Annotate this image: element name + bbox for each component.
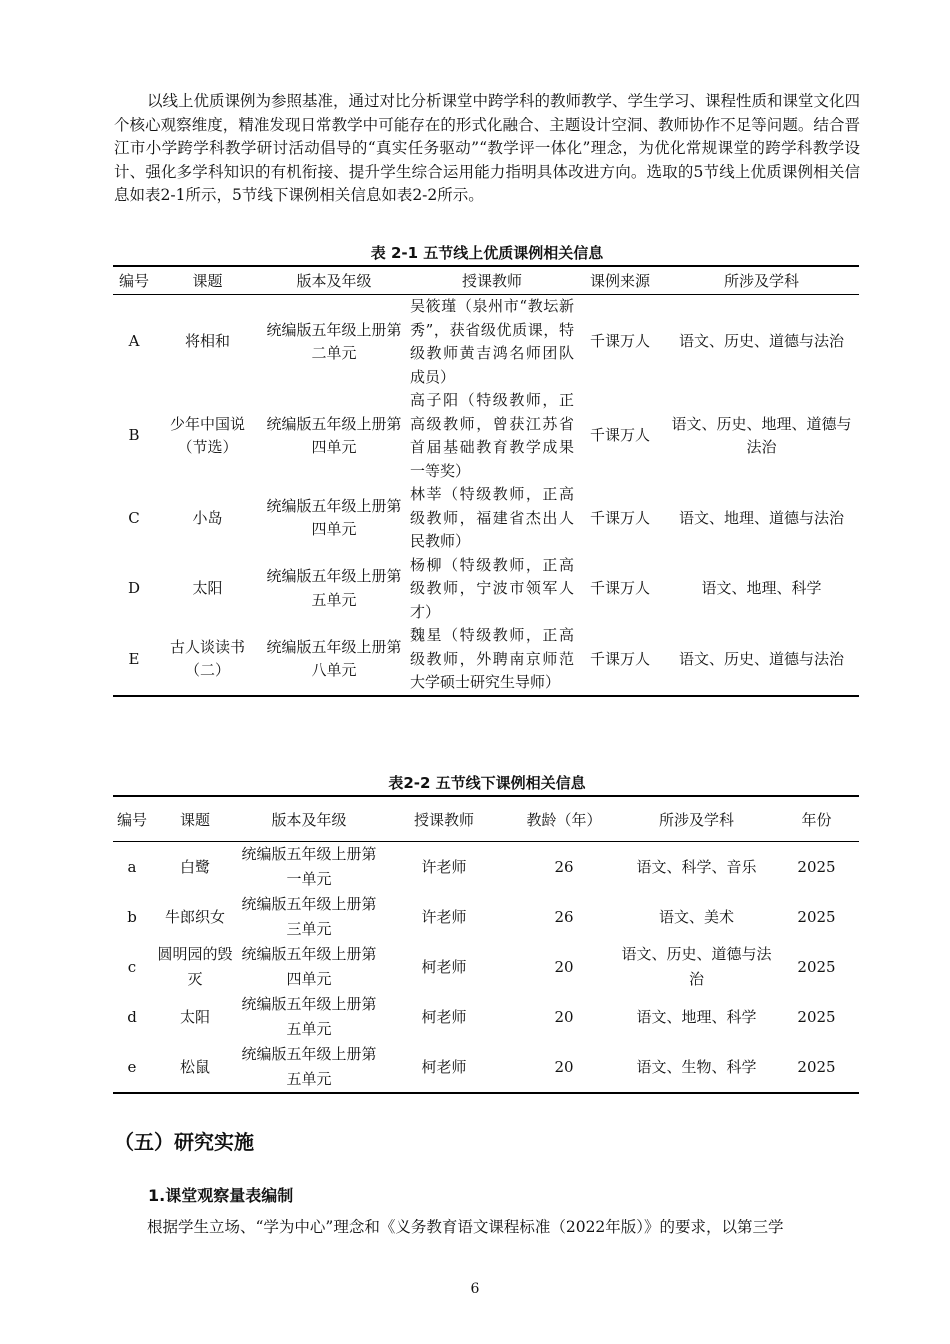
table1-header-subjects: 所涉及学科 <box>664 266 859 295</box>
lesson-edition: 统编版五年级上册第五单元 <box>241 995 377 1038</box>
intro-paragraph: 以线上优质课例为参照基准，通过对比分析课堂中跨学科的教师教学、学生学习、课程性质和课堂文化四个核心观察维度，精准发现日常教学中可能存在的形式化融合、主题设计空洞、教师协作不足等问题。结合晋江市小学跨学科教学研讨活动倡导的“真实任务驱动”“教学评一体化”理念，为优化常规课堂的跨学科教学设计、强化多学科知识的有机衔接、提升学生综合运用能力指明具体改进方向。选取的5节线上优质课例相关信息如表2-1所示，5节线下课例相关信息如表2-2所示。 <box>114 92 861 205</box>
lesson-id: d <box>127 1007 137 1026</box>
teaching-years: 20 <box>554 1057 574 1076</box>
lesson-edition: 统编版五年级上册第八单元 <box>266 637 402 680</box>
lesson-subjects: 语文、地理、科学 <box>701 579 822 597</box>
table2-header-row <box>113 796 859 842</box>
table2-header-title: 课题 <box>151 796 239 842</box>
table2-header-year: 年份 <box>774 796 859 842</box>
lesson-year: 2025 <box>797 1057 836 1076</box>
teaching-years: 26 <box>554 907 574 926</box>
lesson-id: C <box>128 508 140 527</box>
lesson-id: b <box>127 907 137 926</box>
teaching-years: 20 <box>554 1007 574 1026</box>
lesson-teacher: 吴筱瑾（泉州市“教坛新秀”，获省级优质课，特级教师黄吉鸿名师团队成员） <box>410 297 574 386</box>
lesson-id: e <box>127 1057 137 1076</box>
lesson-title: 圆明园的毁灭 <box>157 945 233 988</box>
teaching-years: 26 <box>554 857 574 876</box>
lesson-subjects: 语文、历史、道德与法治 <box>678 332 844 351</box>
table-row <box>113 624 859 696</box>
lesson-edition: 统编版五年级上册第一单元 <box>241 845 377 888</box>
lesson-source: 千课万人 <box>589 426 650 445</box>
table-row <box>113 389 859 483</box>
table1-caption: 表 2-1 五节线上优质课例相关信息 <box>370 244 604 262</box>
table1-header-title: 课题 <box>155 266 260 295</box>
lesson-subjects: 语文、生物、科学 <box>636 1057 757 1076</box>
table1-header-edition: 版本及年级 <box>260 266 408 295</box>
lesson-id: D <box>127 579 141 597</box>
lesson-title: 太阳 <box>179 1007 210 1026</box>
table1-header-source: 课例来源 <box>576 266 664 295</box>
table1-header-id: 编号 <box>113 266 155 295</box>
lesson-year: 2025 <box>797 957 836 976</box>
lesson-source: 千课万人 <box>589 332 650 351</box>
lesson-id: a <box>127 857 137 876</box>
lesson-title: 将相和 <box>184 332 230 351</box>
lesson-teacher: 柯老师 <box>421 1007 467 1026</box>
lesson-id: B <box>128 426 140 445</box>
lesson-edition: 统编版五年级上册第三单元 <box>241 895 377 938</box>
lesson-subjects: 语文、历史、道德与法治 <box>678 649 844 668</box>
lesson-id: E <box>128 649 140 668</box>
table-row <box>113 295 859 390</box>
lesson-teacher: 高子阳（特级教师，正高级教师，曾获江苏省首届基础教育教学成果一等奖） <box>410 391 574 480</box>
lesson-edition: 统编版五年级上册第四单元 <box>241 945 377 988</box>
lesson-subjects: 语文、地理、道德与法治 <box>678 508 844 527</box>
table2-header-years: 教龄（年） <box>509 796 619 842</box>
lesson-subjects: 语文、科学、音乐 <box>636 857 757 876</box>
table2-header-teacher: 授课教师 <box>379 796 509 842</box>
lesson-subjects: 语文、美术 <box>658 907 734 926</box>
lesson-edition: 统编版五年级上册第五单元 <box>266 567 402 609</box>
lesson-id: A <box>128 332 140 351</box>
page-number: 6 <box>470 1281 480 1297</box>
lesson-title: 小岛 <box>192 508 223 527</box>
table2-header-subjects: 所涉及学科 <box>619 796 774 842</box>
lesson-source: 千课万人 <box>589 508 650 527</box>
lesson-year: 2025 <box>797 857 836 876</box>
table1-header-row <box>113 266 859 295</box>
lesson-teacher: 许老师 <box>421 857 467 876</box>
table-row <box>113 483 859 554</box>
lesson-source: 千课万人 <box>589 579 650 597</box>
table-row <box>113 842 859 893</box>
lesson-id: c <box>127 957 137 976</box>
lesson-teacher: 柯老师 <box>421 957 467 976</box>
table2-header-id: 编号 <box>113 796 151 842</box>
lesson-edition: 统编版五年级上册第二单元 <box>266 320 402 362</box>
lesson-title: 松鼠 <box>179 1057 210 1076</box>
lesson-year: 2025 <box>797 907 836 926</box>
lesson-edition: 统编版五年级上册第五单元 <box>241 1045 377 1088</box>
lesson-edition: 统编版五年级上册第四单元 <box>266 496 402 539</box>
lesson-title: 牛郎织女 <box>164 907 225 926</box>
table-row <box>113 942 859 992</box>
section-heading: （五）研究实施 <box>114 1130 254 1154</box>
lesson-teacher: 魏星（特级教师，正高级教师，外聘南京师范大学硕士研究生导师） <box>410 626 574 691</box>
lesson-source: 千课万人 <box>589 649 650 668</box>
table-online-lessons <box>113 265 859 697</box>
table2-header-edition: 版本及年级 <box>239 796 379 842</box>
table-row <box>113 554 859 625</box>
lesson-edition: 统编版五年级上册第四单元 <box>266 414 402 456</box>
teaching-years: 20 <box>554 957 574 976</box>
lesson-teacher: 林莘（特级教师，正高级教师，福建省杰出人民教师） <box>410 485 574 550</box>
lesson-title: 少年中国说（节选） <box>169 414 245 456</box>
lesson-title: 白鹭 <box>179 857 210 876</box>
lesson-subjects: 语文、地理、科学 <box>636 1007 757 1026</box>
lesson-title: 太阳 <box>192 579 223 597</box>
lesson-teacher: 许老师 <box>421 907 467 926</box>
table-row <box>113 992 859 1042</box>
standard-paragraph: 根据学生立场、“学为中心”理念和《义务教育语文课程标准（2022年版）》的要求，以第三学 <box>147 1218 784 1236</box>
lesson-teacher: 柯老师 <box>421 1057 467 1076</box>
lesson-teacher: 杨柳（特级教师，正高级教师，宁波市领军人才） <box>410 555 574 621</box>
subsection-heading: 1.课堂观察量表编制 <box>148 1186 294 1205</box>
lesson-subjects: 语文、历史、地理、道德与法治 <box>671 414 852 456</box>
table-row <box>113 892 859 942</box>
table-offline-lessons <box>113 795 859 1094</box>
table1-header-teacher: 授课教师 <box>408 266 576 295</box>
lesson-subjects: 语文、历史、道德与法治 <box>621 945 772 988</box>
lesson-title: 古人谈读书（二） <box>169 637 245 680</box>
table-row <box>113 1042 859 1093</box>
lesson-year: 2025 <box>797 1007 836 1026</box>
table2-caption: 表2-2 五节线下课例相关信息 <box>388 774 586 792</box>
